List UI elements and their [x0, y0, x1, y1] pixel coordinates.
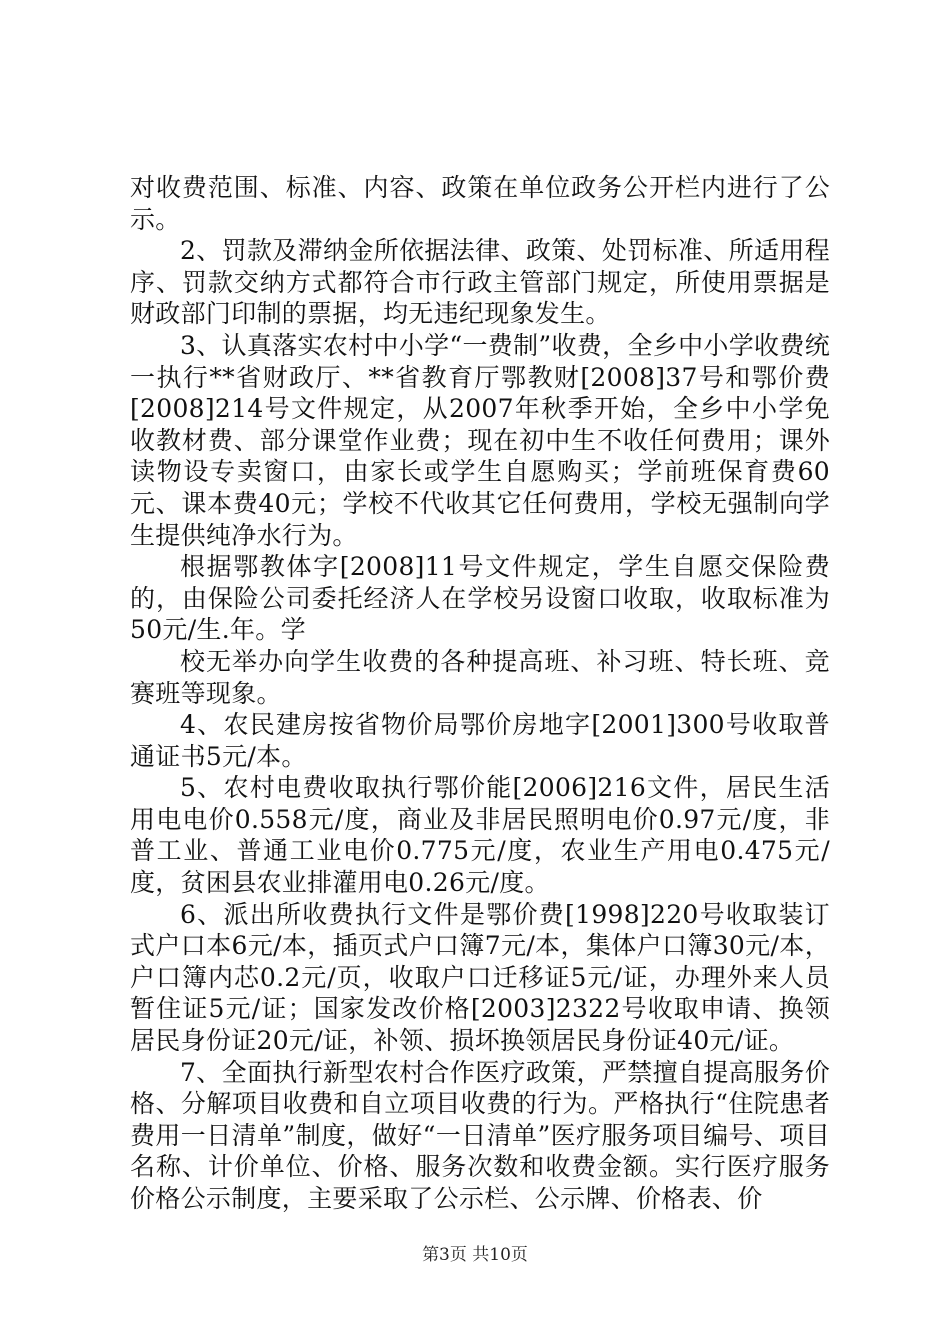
paragraph: 对收费范围、标准、内容、政策在单位政务公开栏内进行了公示。	[130, 173, 830, 234]
paragraph: 7、全面执行新型农村合作医疗政策，严禁擅自提高服务价格、分解项目收费和自立项目收费的行为。严格执行“住院患者费用一日清单”制度，做好“一日清单”医疗服务项目编号、项目名称、计价单位、价格、服务次数和收费金额。实行医疗服务价格公示制度，主要采取了公示栏、公示牌、价格表、价	[130, 1057, 830, 1213]
document-body	[130, 172, 830, 1215]
paragraph: 3、认真落实农村中小学“一费制”收费，全乡中小学收费统一执行**省财政厅、**省教育厅鄂教财[2008]37号和鄂价费[2008]214号文件规定，从2007年秋季开始，全乡中小学免收教材费、部分课堂作业费；现在初中生不收任何费用；课外读物设专卖窗口，由家长或学生自愿购买；学前班保育费60元、课本费40元；学校不代收其它任何费用，学校无强制向学生提供纯净水行为。	[130, 330, 830, 550]
paragraph: 2、罚款及滞纳金所依据法律、政策、处罚标准、所适用程序、罚款交纳方式都符合市行政主管部门规定，所使用票据是财政部门印制的票据，均无违纪现象发生。	[130, 236, 830, 329]
page-number-footer: 第3页 共10页	[422, 1245, 528, 1265]
paragraph: 根据鄂教体字[2008]11号文件规定，学生自愿交保险费的，由保险公司委托经济人在学校另设窗口收取，收取标准为50元/生.年。学	[130, 552, 830, 645]
paragraph: 4、农民建房按省物价局鄂价房地字[2001]300号收取普通证书5元/本。	[130, 710, 830, 771]
paragraph: 6、派出所收费执行文件是鄂价费[1998]220号收取装订式户口本6元/本，插页式户口簿7元/本，集体户口簿30元/本，户口簿内芯0.2元/页，收取户口迁移证5元/证，办理外来人员暂住证5元/证；国家发改价格[2003]2322号收取申请、换领居民身份证20元/证，补领、损坏换领居民身份证40元/证。	[130, 899, 830, 1056]
paragraph: 校无举办向学生收费的各种提高班、补习班、特长班、竞赛班等现象。	[130, 646, 830, 708]
paragraph: 5、农村电费收取执行鄂价能[2006]216文件，居民生活用电电价0.558元/度，商业及非居民照明电价0.97元/度，非普工业、普通工业电价0.775元/度，农业生产用电0.475元/度，贫困县农业排灌用电0.26元/度。	[130, 773, 830, 898]
